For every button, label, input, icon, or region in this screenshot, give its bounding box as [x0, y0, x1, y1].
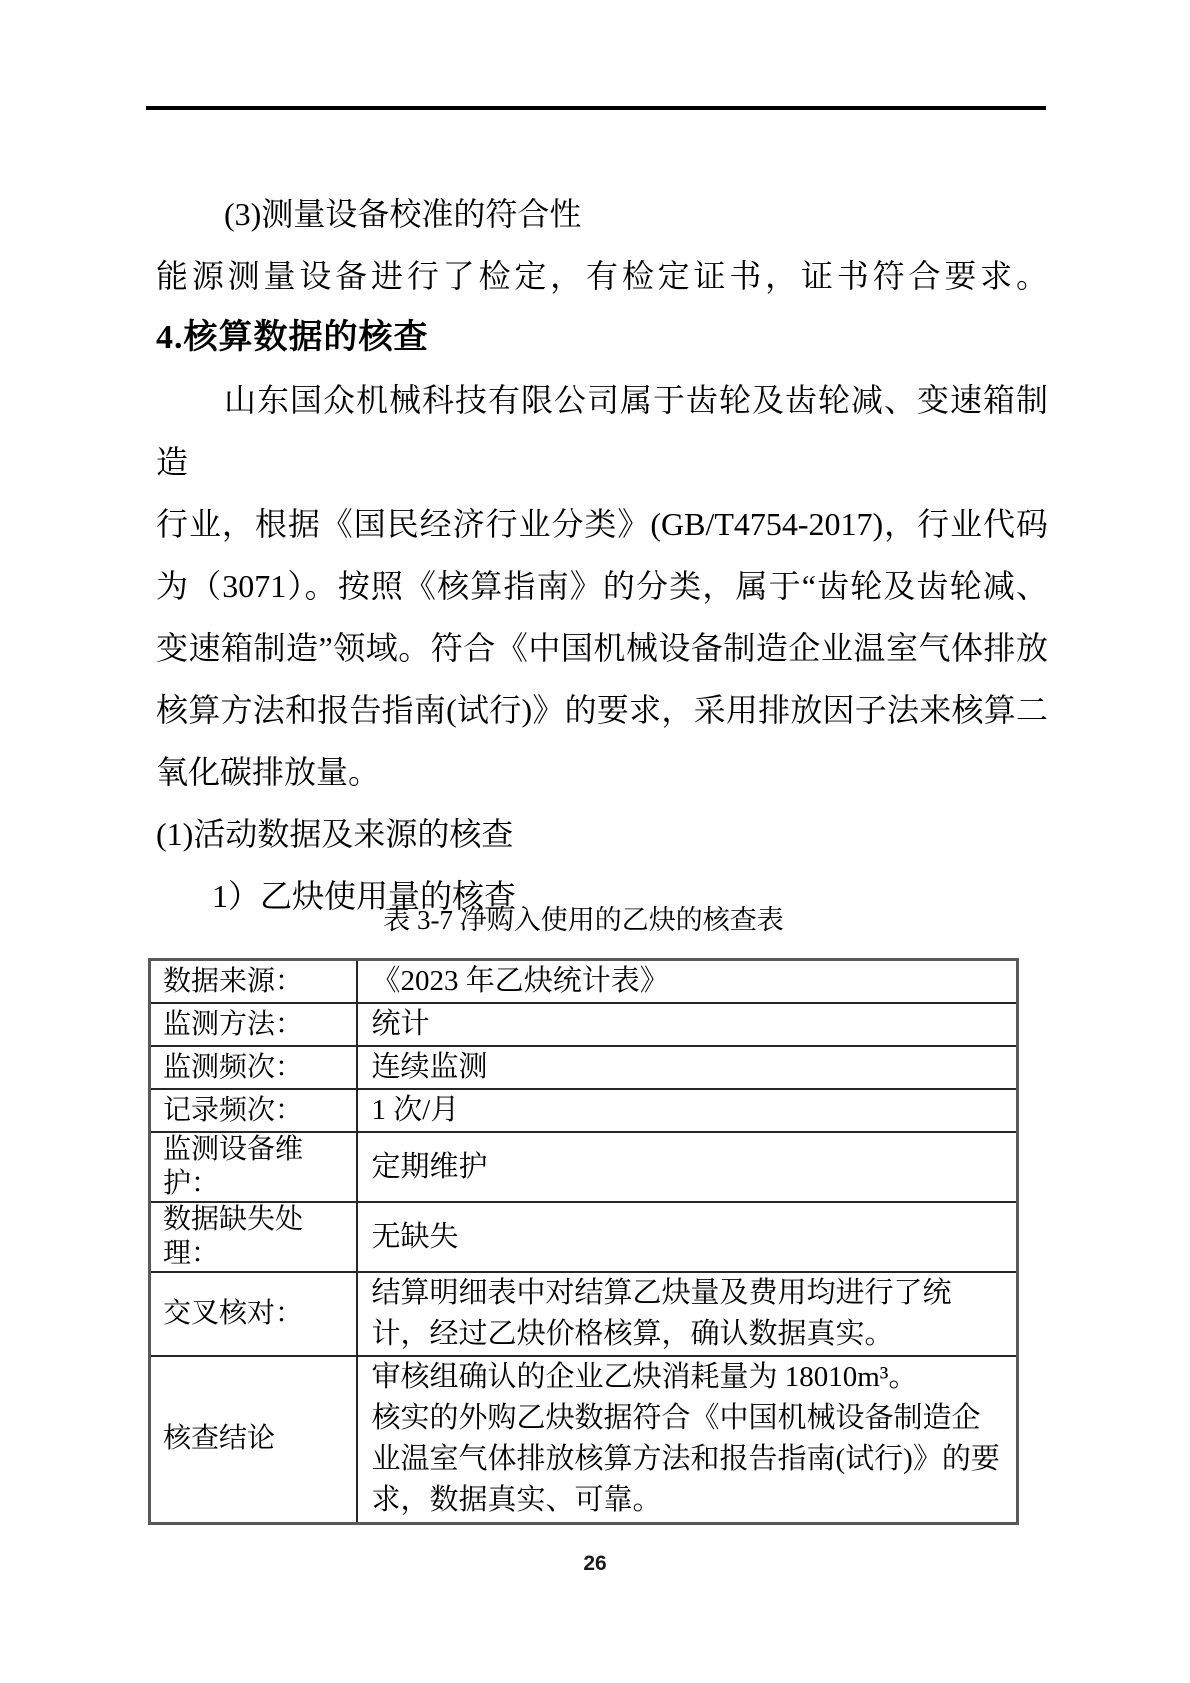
table-label-cell: 记录频次： [150, 1089, 357, 1132]
table-label-cell: 数据来源： [150, 960, 357, 1004]
table-row [150, 1089, 1018, 1132]
conclusion-line: 核实的外购乙炔数据符合《中国机械设备制造企业温室气体排放核算方法和报告指南(试行)》的要求，数据真实、可靠。 [371, 1402, 1000, 1517]
table-label-cell: 监测方法： [150, 1003, 357, 1046]
paragraph-line: 山东国众机械科技有限公司属于齿轮及齿轮减、变速箱制造 [156, 382, 1048, 480]
paragraph-line: 变速箱制造”领域。符合《中国机械设备制造企业温室气体排放 [156, 630, 1048, 666]
page-number: 26 [583, 1552, 607, 1575]
paragraph-line: 核算方法和报告指南(试行)》的要求，采用排放因子法来核算二 [156, 692, 1048, 728]
table-label-cell: 核查结论 [150, 1356, 357, 1523]
item-1-heading: 1）乙炔使用量的核查 [212, 878, 517, 914]
table-row [150, 1202, 1018, 1272]
paragraph-line: 行业，根据《国民经济行业分类》(GB/T4754-2017)，行业代码 [156, 506, 1048, 542]
table-value-cell: 1 次/月 [357, 1089, 1018, 1132]
table-row [150, 1272, 1018, 1356]
table-label-cell: 数据缺失处理： [150, 1202, 357, 1272]
table-value-cell: 统计 [357, 1003, 1018, 1046]
subitem-3-heading: (3)测量设备校准的符合性 [224, 196, 582, 232]
table-row [150, 1046, 1018, 1089]
table-row [150, 1356, 1018, 1523]
table-value-cell [357, 1356, 1018, 1523]
paragraph-line: 氧化碳排放量。 [156, 754, 381, 790]
body-text [156, 183, 1048, 927]
table-value-cell: 结算明细表中对结算乙炔量及费用均进行了统计，经过乙炔价格核算，确认数据真实。 [357, 1272, 1018, 1356]
table-label-cell: 交叉核对： [150, 1272, 357, 1356]
table-value-cell: 连续监测 [357, 1046, 1018, 1089]
table-row [150, 960, 1018, 1004]
table-label-cell: 监测设备维护： [150, 1132, 357, 1202]
header-rule [146, 106, 1046, 110]
subsection-1-heading: (1)活动数据及来源的核查 [156, 816, 514, 852]
table-row [150, 1132, 1018, 1202]
table-caption: 表 3-7 净购入使用的乙炔的核查表 [383, 905, 784, 935]
table-value-cell: 无缺失 [357, 1202, 1018, 1272]
section-4-heading: 4.核算数据的核查 [156, 319, 429, 356]
paragraph-line: 能源测量设备进行了检定，有检定证书，证书符合要求。 [156, 258, 1048, 294]
table-row [150, 1003, 1018, 1046]
table-label-cell: 监测频次： [150, 1046, 357, 1089]
paragraph-line: 为（3071）。按照《核算指南》的分类，属于“齿轮及齿轮减、 [156, 568, 1048, 604]
table-value-cell: 定期维护 [357, 1132, 1018, 1202]
table-value-cell: 《2023 年乙炔统计表》 [357, 960, 1018, 1004]
verification-table [148, 958, 1019, 1525]
conclusion-line: 审核组确认的企业乙炔消耗量为 18010m³。 [371, 1361, 918, 1394]
